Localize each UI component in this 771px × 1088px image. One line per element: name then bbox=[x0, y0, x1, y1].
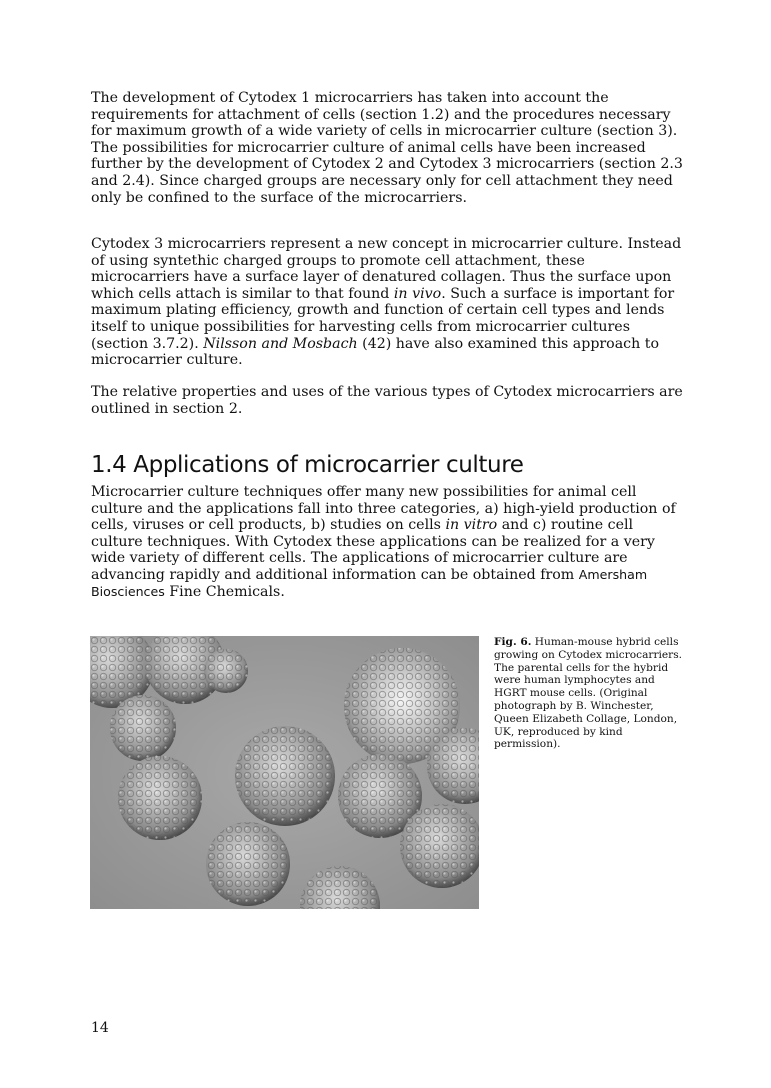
paragraph-text: and c) routine cell culture techniques. With Cytodex these applications can be realized for a very wide variety of different cells. The applications of microcarrier culture are advancing rapidly and additional information can be obtained from bbox=[91, 517, 655, 583]
company-name: Amersham Biosciences bbox=[91, 566, 648, 599]
author-reference: Nilsson and Mosbach bbox=[203, 335, 358, 352]
figure-caption-text: Human-mouse hybrid cells growing on Cytodex microcarriers. The parental cells for the hybrid were human lymphocytes and HGRT mouse cells. (Original photograph by B. Winchester, Queen Elizabeth Collage, London, UK, reproduced by kind permission). bbox=[494, 636, 683, 751]
paragraph-text: (42) have also examined this approach to microcarrier culture. bbox=[91, 335, 660, 369]
figure-caption bbox=[494, 636, 684, 751]
paragraph-text: Fine Chemicals. bbox=[164, 583, 285, 600]
italic-term: in vivo bbox=[393, 285, 442, 302]
paragraph-text: The development of Cytodex 1 microcarriers has taken into account the requirements for attachment of cells (section 1.2) and the procedures necessary for maximum growth of a wide variety of cells in microcarrier culture (section 3). The possibilities for microcarrier culture of animal cells have been increased further by the development of Cytodex 2 and Cytodex 3 microcarriers (section 2.3 and 2.4). Since charged groups are necessary only for cell attachment they need only be confined to the surface of the microcarriers. bbox=[91, 90, 683, 206]
page-number: 14 bbox=[91, 1020, 109, 1036]
figure-label: Fig. 6. bbox=[494, 636, 532, 648]
paragraph-text: Cytodex 3 microcarriers represent a new concept in microcarrier culture. Instead of using syntethic charged groups to promote cell attachment, these microcarriers have a surface layer of denatured collagen. Thus the surface upon which cells attach is similar to that found bbox=[91, 236, 682, 302]
paragraph-applications bbox=[91, 484, 687, 600]
paragraph-text: . Such a surface is important for maximum plating efficiency, growth and function of certain cell types and lends itself to unique possibilities for harvesting cells from microcarrier cultures (section 3.7.2). bbox=[91, 285, 675, 352]
paragraph-relative-properties bbox=[91, 384, 687, 417]
paragraph-cytodex-3 bbox=[91, 236, 687, 369]
microcarrier-photograph bbox=[90, 636, 479, 909]
paragraph-text: The relative properties and uses of the various types of Cytodex microcarriers are outlined in section 2. bbox=[91, 384, 683, 417]
italic-term: in vitro bbox=[445, 517, 498, 534]
paragraph-cytodex-development bbox=[91, 90, 687, 206]
paragraph-text: Microcarrier culture techniques offer many new possibilities for animal cell culture and the applications fall into three categories, a) high-yield production of cells, viruses or cell products, b) studies on cells bbox=[91, 484, 676, 534]
section-heading: 1.4 Applications of microcarrier culture bbox=[91, 452, 524, 478]
